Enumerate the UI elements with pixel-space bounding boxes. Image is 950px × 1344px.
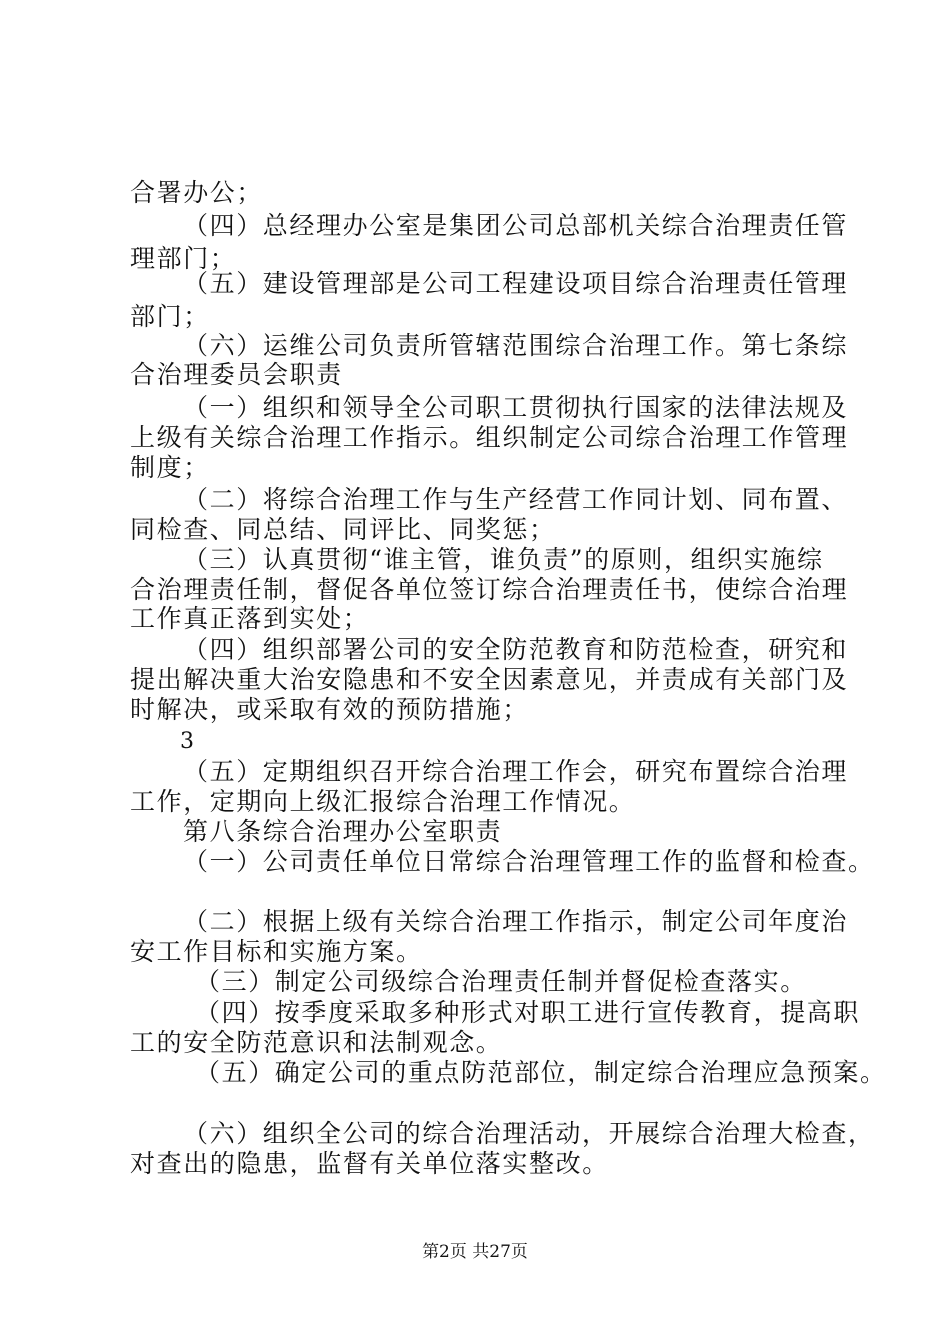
text-line: （四）总经理办公室是集团公司总部机关综合治理责任管	[183, 211, 849, 240]
text-line: 合署办公；	[130, 178, 264, 207]
text-line: （一）组织和领导全公司职工贯彻执行国家的法律法规及	[183, 393, 849, 422]
text-line: 部门；	[130, 302, 210, 331]
text-line: 工作，定期向上级汇报综合治理工作情况。	[130, 787, 636, 816]
text-line: （四）组织部署公司的安全防范教育和防范检查，研究和	[183, 635, 849, 664]
text-line: （二）将综合治理工作与生产经营工作同计划、同布置、	[183, 485, 849, 514]
text-line: （五）定期组织召开综合治理工作会，研究布置综合治理	[183, 757, 849, 786]
text-line: 合治理委员会职责	[130, 360, 343, 389]
section-heading: 第八条综合治理办公室职责	[183, 817, 503, 846]
text-line: （三）认真贯彻“谁主管，谁负责”的原则，组织实施综	[183, 545, 824, 574]
text-line: （一）公司责任单位日常综合治理管理工作的监督和检查。	[183, 847, 875, 876]
text-line: （六）组织全公司的综合治理活动，开展综合治理大检查，	[183, 1119, 875, 1148]
text-line: （三）制定公司级综合治理责任制并督促检查落实。	[195, 967, 807, 996]
text-line: 同检查、同总结、同评比、同奖惩；	[130, 515, 556, 544]
text-line: 合治理责任制，督促各单位签订综合治理责任书，使综合治理	[130, 575, 849, 604]
text-line: （五）确定公司的重点防范部位，制定综合治理应急预案。	[195, 1058, 887, 1087]
text-line: （五）建设管理部是公司工程建设项目综合治理责任管理	[183, 269, 849, 298]
page-footer: 第2页 共27页	[422, 1242, 528, 1262]
text-line: 提出解决重大治安隐患和不安全因素意见，并责成有关部门及	[130, 665, 849, 694]
text-line: 工的安全防范意识和法制观念。	[130, 1028, 503, 1057]
text-line: 制度；	[130, 453, 210, 482]
text-line: 工作真正落到实处；	[130, 604, 370, 633]
text-line: 上级有关综合治理工作指示。组织制定公司综合治理工作管理	[130, 423, 849, 452]
text-line: （二）根据上级有关综合治理工作指示，制定公司年度治	[183, 907, 849, 936]
inline-page-number: 3	[180, 729, 194, 754]
text-line: 理部门；	[130, 244, 237, 273]
text-line: （六）运维公司负责所管辖范围综合治理工作。第七条综	[183, 331, 849, 360]
text-line: 时解决，或采取有效的预防措施；	[130, 695, 530, 724]
text-line: （四）按季度采取多种形式对职工进行宣传教育，提高职	[195, 998, 861, 1027]
text-line: 对查出的隐患，监督有关单位落实整改。	[130, 1149, 609, 1178]
text-line: 安工作目标和实施方案。	[130, 937, 423, 966]
